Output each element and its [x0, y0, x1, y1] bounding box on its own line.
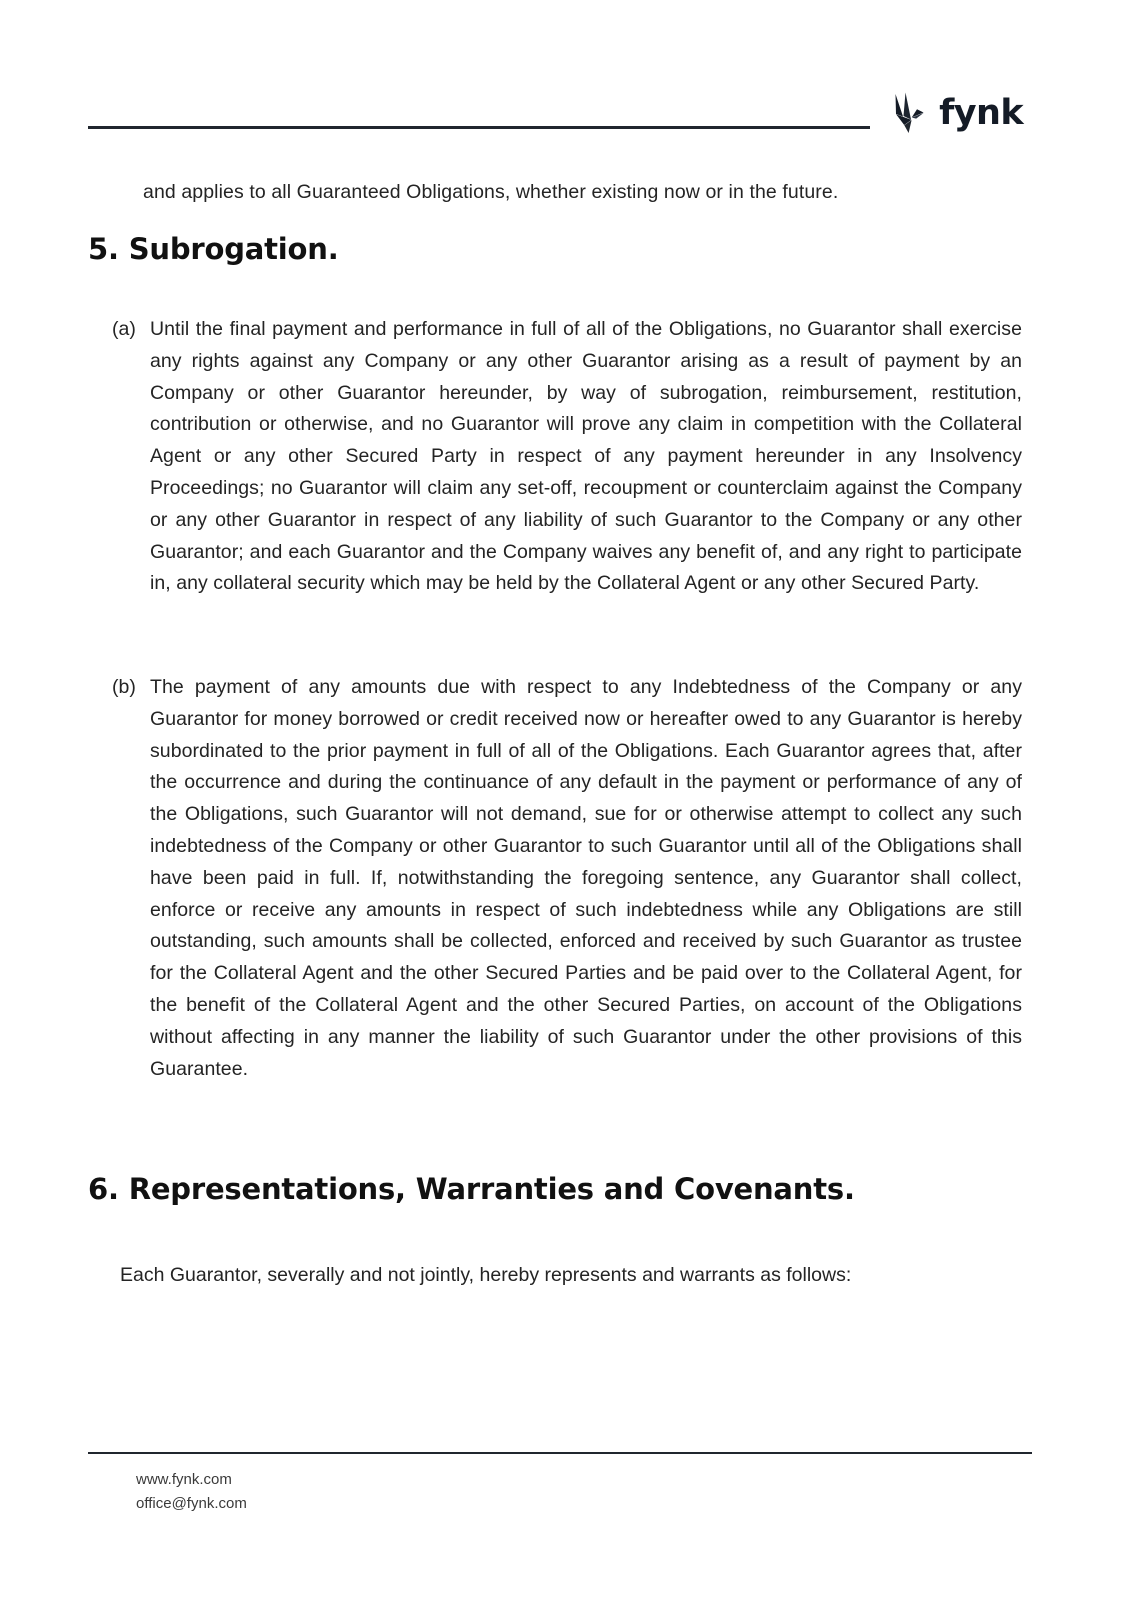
footer-divider	[88, 1452, 1032, 1454]
footer-contact	[136, 1468, 247, 1516]
brand-wordmark: fynk	[939, 92, 1023, 133]
section-heading-subrogation: 5. Subrogation.	[88, 232, 339, 266]
continuation-paragraph: and applies to all Guaranteed Obligations, whether existing now or in the future.	[143, 180, 839, 203]
footer-website[interactable]: www.fynk.com	[136, 1471, 232, 1488]
clause-a-marker: (a)	[112, 318, 136, 340]
header-divider	[88, 126, 870, 129]
clause-b-text: The payment of any amounts due with respect to any Indebtedness of the Company or any Guarantor for money borrowed or credit received now or hereafter owed to any Guarantor is hereby subordinated to the prior payment in full of all of the Obligations. Each Guarantor agrees that, after the occurrence and during the continuance of any default in the payment or performance of any of the Obligations, such Guarantor will not demand, sue for or otherwise attempt to collect any such indebtedness of the Company or other Guarantor to such Guarantor until all of the Obligations shall have been paid in full. If, notwithstanding the foregoing sentence, any Guarantor shall collect, enforce or receive any amounts in respect of such indebtedness while any Obligations are still outstanding, such amounts shall be collected, enforced and received by such Guarantor as trustee for the Collateral Agent and the other Secured Parties and be paid over to the Collateral Agent, for the benefit of the Collateral Agent and the other Secured Parties, on account of the Obligations without affecting in any manner the liability of such Guarantor under the other provisions of this Guarantee.	[150, 676, 1022, 1080]
section-6-intro: Each Guarantor, severally and not jointly, hereby represents and warrants as follows:	[120, 1263, 852, 1286]
clause-b	[112, 672, 1022, 1085]
page-footer	[0, 1440, 1131, 1600]
page-header	[0, 0, 1131, 150]
clause-a	[112, 314, 1022, 600]
brand-logo	[883, 92, 1023, 134]
footer-email[interactable]: office@fynk.com	[136, 1495, 247, 1512]
clause-b-marker: (b)	[112, 676, 136, 698]
clause-a-text: Until the final payment and performance in full of all of the Obligations, no Guarantor shall exercise any rights against any Company or any other Guarantor arising as a result of payment by an Company or other Guarantor hereunder, by way of subrogation, reimbursement, restitution, contribution or otherwise, and no Guarantor will prove any claim in competition with the Collateral Agent or any other Secured Party in respect of any payment hereunder in any Insolvency Proceedings; no Guarantor will claim any set-off, recoupment or counterclaim against the Company or any other Guarantor in respect of any liability of such Guarantor to the Company or any other Guarantor; and each Guarantor and the Company waives any benefit of, and any right to participate in, any collateral security which may be held by the Collateral Agent or any other Secured Party.	[150, 318, 1022, 595]
origami-bird-icon	[883, 92, 929, 134]
section-heading-representations: 6. Representations, Warranties and Covenants.	[88, 1172, 855, 1206]
